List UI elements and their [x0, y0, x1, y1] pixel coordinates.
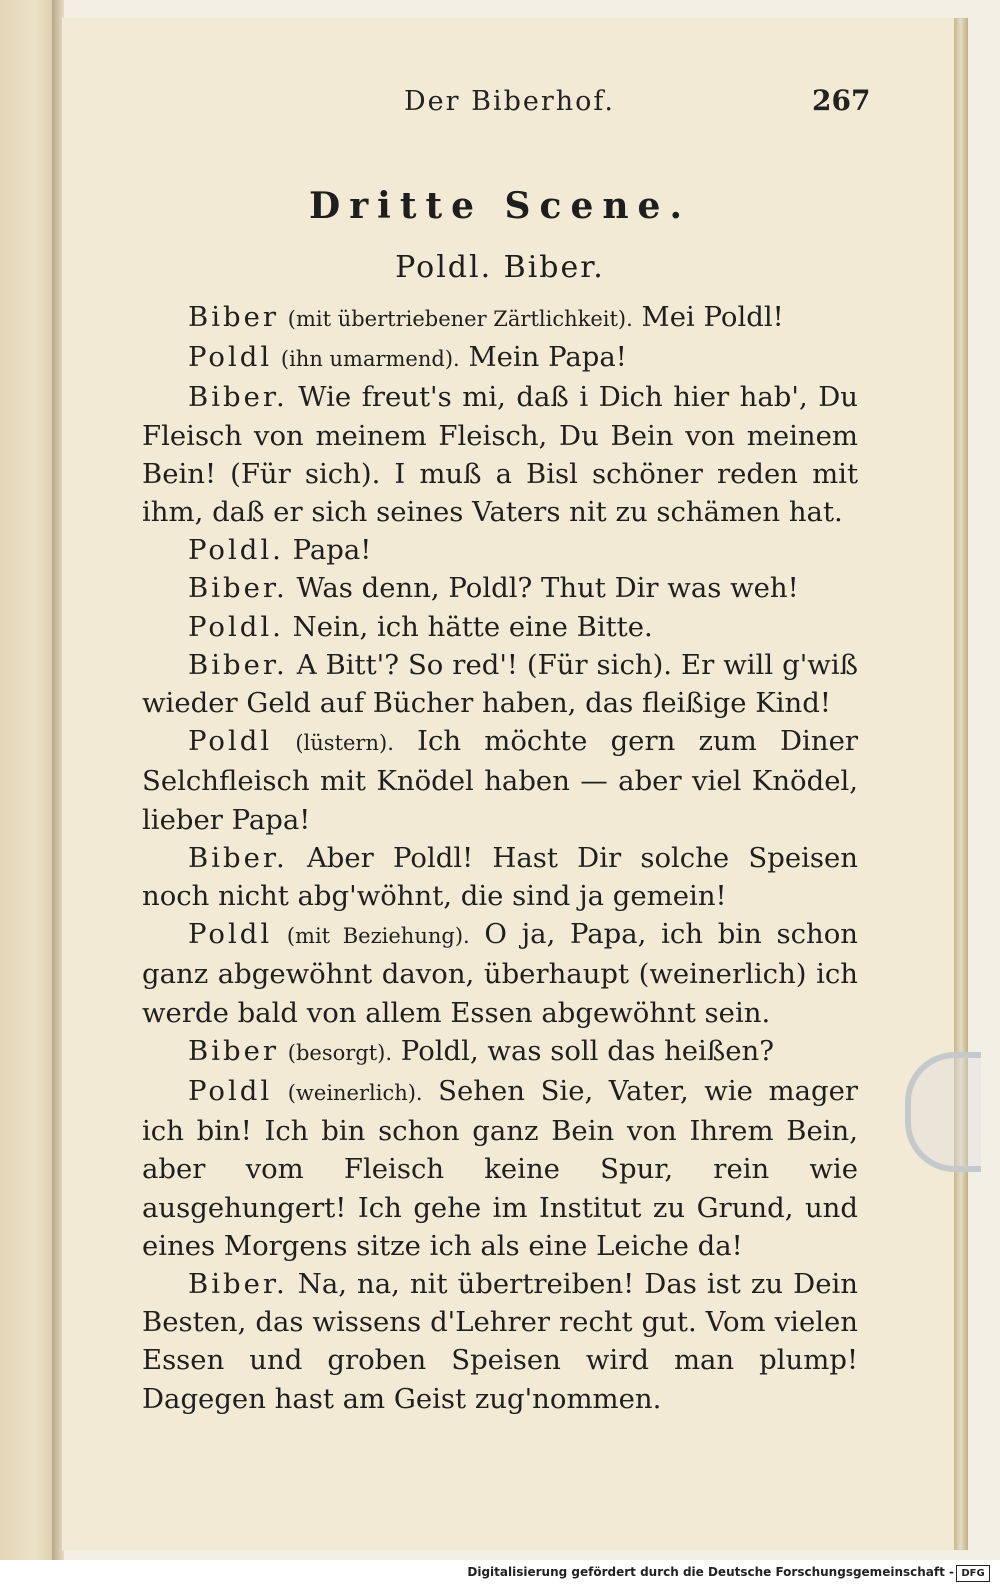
- spoken-text: Nein, ich hätte eine Bitte.: [283, 610, 653, 643]
- speaker-name: Biber: [188, 301, 280, 333]
- page-stack-edge: [954, 18, 968, 1550]
- paper-clip-icon: [905, 1052, 981, 1172]
- stage-direction: (mit Beziehung).: [286, 924, 470, 949]
- dialogue-paragraph: [142, 569, 858, 607]
- spoken-text: Papa!: [283, 534, 372, 567]
- speaker-name: Poldl: [188, 918, 273, 951]
- dialogue-text: [142, 298, 858, 1418]
- dialogue-paragraph: [142, 1265, 858, 1418]
- speaker-name: Biber.: [188, 648, 288, 681]
- dialogue-paragraph: [142, 1032, 858, 1072]
- dialogue-paragraph: [142, 531, 858, 569]
- dfg-logo-icon: DFG: [956, 1565, 990, 1582]
- speaker-name: Poldl: [188, 341, 273, 374]
- dialogue-paragraph: [142, 1072, 858, 1265]
- spoken-text: Was denn, Poldl? Thut Dir was weh!: [287, 572, 799, 605]
- stage-direction: (lüstern).: [295, 731, 394, 756]
- speaker-name: Biber.: [188, 381, 288, 414]
- spoken-text: O ja, Papa, ich bin schon ganz abgewöhnt davon, überhaupt (weinerlich) ich werde bald von allem Essen abgewöhnt sein.: [142, 918, 859, 1029]
- spoken-text: Mei Poldl!: [632, 301, 784, 333]
- stage-direction: (mit übertriebener Zärtlichkeit).: [287, 307, 633, 331]
- dialogue-paragraph: [142, 608, 858, 646]
- previous-page-edge: [0, 0, 58, 1560]
- funding-credit: Digitalisierung gefördert durch die Deutsche Forschungsgemeinschaft -: [467, 1565, 954, 1579]
- dialogue-paragraph: [142, 338, 858, 378]
- speaker-name: Poldl: [188, 1075, 273, 1108]
- dialogue-paragraph: [142, 722, 858, 839]
- dialogue-paragraph: [142, 378, 858, 531]
- speaker-name: Biber.: [188, 841, 288, 874]
- spoken-text: Sehen Sie, Vater, wie mager ich bin! Ich bin schon ganz Bein von Ihrem Bein, aber vom Fleisch keine Spur, rein wie ausgehungert! Ich gehe im Institut zu Grund, und eines Morgens sitze ich als eine Leiche da!: [142, 1075, 858, 1262]
- spoken-text: Mein Papa!: [459, 341, 627, 374]
- spoken-text: Ich möchte gern zum Diner Selchfleisch mit Knödel haben — aber viel Knödel, lieber Papa!: [142, 725, 858, 836]
- stage-direction: (ihn umarmend).: [280, 347, 460, 372]
- speaker-name: Poldl: [188, 725, 273, 758]
- dialogue-paragraph: [142, 298, 858, 338]
- spoken-text: A Bitt'? So red'! (Für sich). Er will g'wiß wieder Geld auf Bücher haben, das fleißige Kind!: [142, 648, 858, 720]
- stage-direction: (weinerlich).: [287, 1081, 423, 1106]
- page-number: 267: [812, 84, 871, 117]
- speaker-name: Biber.: [188, 1268, 288, 1301]
- scene-title: Dritte Scene.: [309, 185, 691, 227]
- spoken-text: Wie freut's mi, daß i Dich hier hab', Du Fleisch von meinem Fleisch, Du Bein von meinem Bein! (Für sich). I muß a Bisl schöner reden mit ihm, daß er sich seines Vaters nit zu schämen hat.: [142, 381, 858, 529]
- speaker-name: Poldl.: [188, 534, 284, 567]
- stage-direction: (besorgt).: [287, 1040, 393, 1065]
- spoken-text: Aber Poldl! Hast Dir solche Speisen noch nicht abg'wöhnt, die sind ja gemein!: [142, 841, 858, 913]
- dialogue-paragraph: [142, 839, 858, 915]
- digitization-footer: [0, 1560, 1000, 1586]
- spoken-text: Na, na, nit übertreiben! Das ist zu Dein Besten, das wissens d'Lehrer recht gut. Vom vielen Essen und groben Speisen wird man plump! Dagegen hast am Geist zug'nommen.: [142, 1268, 858, 1415]
- spoken-text: Poldl, was soll das heißen?: [392, 1034, 774, 1067]
- dialogue-paragraph: [142, 646, 858, 722]
- dialogue-paragraph: [142, 915, 858, 1032]
- scene-characters: Poldl. Biber.: [395, 250, 605, 285]
- speaker-name: Poldl.: [188, 610, 284, 643]
- speaker-name: Biber.: [188, 572, 288, 605]
- speaker-name: Biber: [188, 1034, 280, 1067]
- running-head: Der Biberhof.: [404, 86, 616, 117]
